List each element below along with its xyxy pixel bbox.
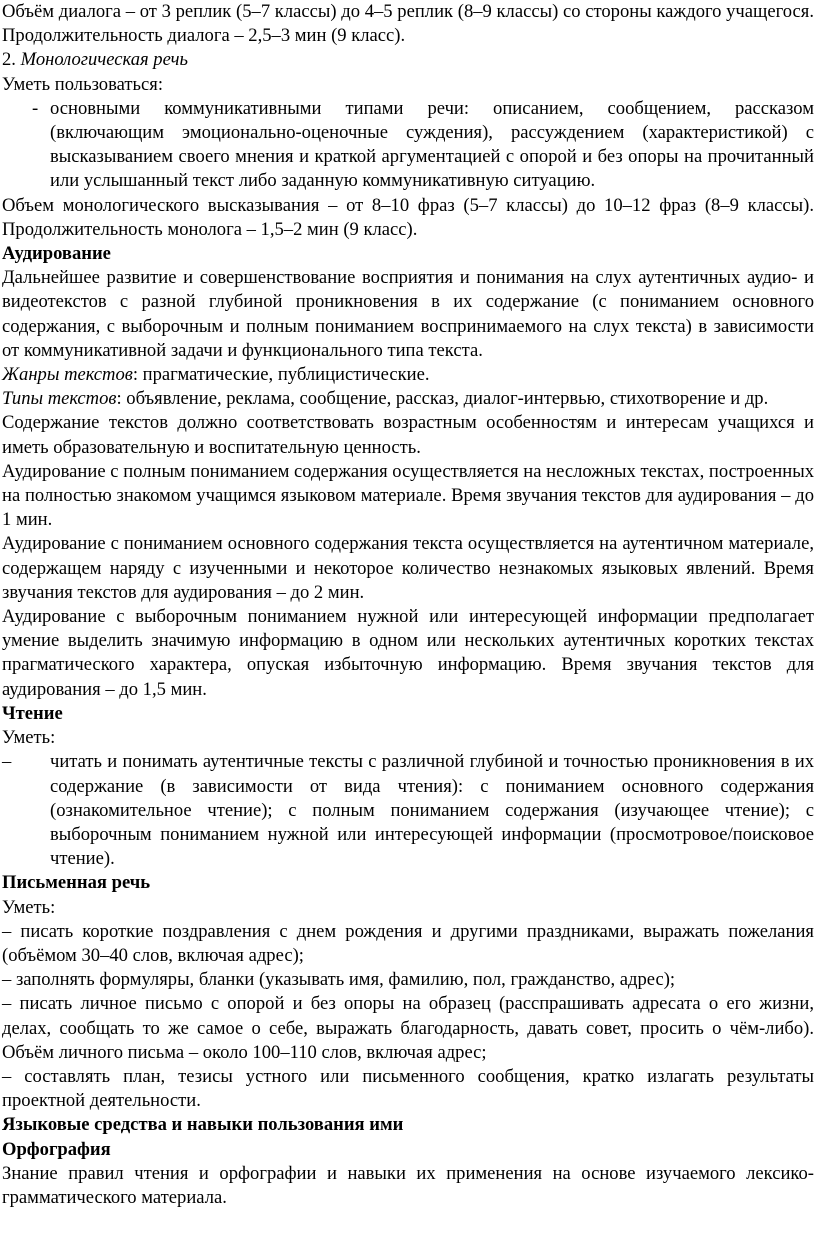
- genres-text: : прагматические, публицистические.: [132, 364, 430, 386]
- writing-item-4: – составлять план, тезисы устного или письменного сообщения, кратко излагать результаты проектной деятельности.: [2, 1065, 814, 1112]
- listening-paragraph-4: Аудирование с пониманием основного содержания текста осуществляется на аутентичном материале, содержащем наряду с изученными и некоторое количество незнакомых языковых явлений. Время звучания текстов для аудирования – до 2 мин.: [2, 533, 814, 603]
- listening-paragraph-2: Содержание текстов должно соответствовать возрастным особенностям и интересам учащихся и иметь образовательную и воспитательную ценность.: [2, 412, 814, 458]
- listening-paragraph-5: Аудирование с выборочным пониманием нужной или интересующей информации предполагает умение выделить значимую информацию в одном или нескольких аутентичных коротких текстах прагматического характера, опуская избыточную информацию. Время звучания текстов для аудирования – до 1,5 мин.: [2, 606, 814, 700]
- listening-heading: Аудирование: [2, 243, 111, 265]
- writing-intro: Уметь:: [2, 896, 56, 918]
- dialog-volume-paragraph: Объём диалога – от 3 реплик (5–7 классы) до 4–5 реплик (8–9 классы) со стороны каждого учащегося. Продолжительность диалога – 2,5–3 мин (9 класс).: [2, 1, 814, 47]
- reading-heading: Чтение: [2, 702, 63, 724]
- listening-paragraph-1: Дальнейшее развитие и совершенствование восприятия и понимания на слух аутентичных аудио- и видеотекстов с разной глубиной проникновения в их содержание (с пониманием основного содержания, с выборочным и полным пониманием воспринимаемого на слух текста) в зависимости от коммуникативной задачи и функционального типа текста.: [2, 267, 814, 361]
- genres-paragraph: [2, 363, 814, 387]
- monolog-number: 2.: [2, 49, 21, 71]
- orthography-heading: Орфография: [2, 1138, 111, 1160]
- list-item-text: читать и понимать аутентичные тексты с различной глубиной и точностью проникновения в их содержание (в зависимости от вида чтения): с пониманием основного содержания (ознакомительное чтение); с полным пониманием содержания (изучающее чтение); с выборочным пониманием нужной или интересующей информации (просмотровое/поисковое чтение).: [50, 751, 814, 870]
- monolog-volume-paragraph: Объем монологического высказывания – от 8–10 фраз (5–7 классы) до 10–12 фраз (8–9 классы). Продолжительность монолога – 1,5–2 мин (9 класс).: [2, 194, 814, 240]
- types-paragraph: [2, 387, 814, 411]
- genres-label: Жанры текстов: [2, 364, 133, 386]
- list-item-text: основными коммуникативными типами речи: описанием, сообщением, рассказом (включающим эмоционально-оценочные суждения), рассуждением (характеристикой) с высказыванием своего мнения и краткой аргументацией с опорой и без опоры на прочитанный или услышанный текст либо заданную коммуникативную ситуацию.: [50, 97, 814, 192]
- list-marker: –: [2, 751, 12, 773]
- monolog-intro: Уметь пользоваться:: [2, 73, 163, 95]
- list-marker: -: [32, 97, 39, 119]
- types-label: Типы текстов: [2, 388, 117, 410]
- types-text: : объявление, реклама, сообщение, рассказ, диалог-интервью, стихотворение и др.: [116, 388, 769, 410]
- reading-list: [2, 750, 814, 871]
- monolog-title: Монологическая речь: [20, 49, 188, 71]
- orthography-paragraph: Знание правил чтения и орфографии и навыки их применения на основе изучаемого лексико-грамматического материала.: [2, 1162, 814, 1208]
- list-item: [2, 97, 814, 194]
- writing-item-2: – заполнять формуляры, бланки (указывать имя, фамилию, пол, гражданство, адрес);: [2, 969, 676, 991]
- writing-item-3: – писать личное письмо с опорой и без опоры на образец (расспрашивать адресата о его жизни, делах, сообщать то же самое о себе, выражать благодарность, давать совет, просить о чём-либо). Объём личного письма – около 100–110 слов, включая адрес;: [2, 993, 814, 1063]
- monolog-list: [2, 97, 814, 194]
- writing-item-1: – писать короткие поздравления с днем рождения и другими праздниками, выражать пожелания (объёмом 30–40 слов, включая адрес);: [2, 920, 814, 966]
- language-means-heading: Языковые средства и навыки пользования ими: [2, 1114, 404, 1136]
- list-item: [2, 750, 814, 871]
- writing-heading: Письменная речь: [2, 872, 151, 894]
- monolog-heading: [2, 48, 814, 72]
- reading-intro: Уметь:: [2, 727, 56, 749]
- listening-paragraph-3: Аудирование с полным пониманием содержания осуществляется на несложных текстах, построенных на полностью знакомом учащимся языковом материале. Время звучания текстов для аудирования – до 1 мин.: [2, 460, 814, 531]
